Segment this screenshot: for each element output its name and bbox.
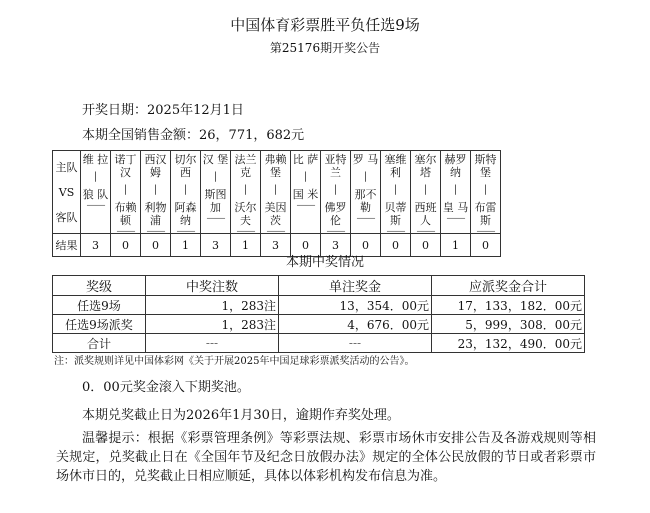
away-team: 皇 马 [442, 201, 469, 214]
prize-level: 任选9场派奖 [53, 315, 146, 334]
prize-amount: --- [279, 334, 432, 353]
prize-total: 23，132，490．00元 [432, 334, 585, 353]
away-team: 狼 队 [82, 188, 109, 201]
match-cell [201, 151, 231, 234]
prize-row [53, 296, 585, 315]
prize-count: --- [146, 334, 279, 353]
match-result: 0 [411, 234, 441, 257]
away-team: 利物浦 [144, 201, 167, 227]
team-dash: —— [236, 226, 255, 237]
prize-amount: 13，354．00元 [279, 296, 432, 315]
team-dash: —— [266, 226, 285, 237]
match-result: 0 [111, 234, 141, 257]
home-team: 罗 马 [352, 153, 379, 166]
row-header-teams [53, 151, 81, 234]
team-dash: —— [356, 213, 375, 224]
home-team: 切尔西 [174, 153, 197, 179]
home-team: 西汉姆 [144, 153, 167, 179]
team-dash: —— [176, 226, 195, 237]
away-team: 贝蒂斯 [384, 201, 407, 227]
vs-divider: | [363, 171, 368, 182]
vs-divider: | [303, 171, 308, 182]
home-team: 维 拉 [82, 153, 109, 166]
match-cell [321, 151, 351, 237]
team-dash: —— [446, 213, 465, 224]
away-team: 斯图加 [204, 188, 227, 214]
team-dash: —— [386, 226, 405, 237]
home-team: 弗赖堡 [264, 153, 287, 179]
prize-row [53, 315, 585, 334]
vs-divider: | [423, 184, 428, 195]
reminder-text: 温馨提示：根据《彩票管理条例》等彩票法规、彩票市场休市安排公告及各游戏规则等相关规定，兑奖截止日在《全国年节及纪念日放假办法》规定的全体公民放假的节日或者彩票市场休市日的，兑奖截止日相应顺延，具体以体彩机构发布信息为准。 [56, 431, 596, 484]
match-table [52, 150, 501, 257]
home-team: 比 萨 [292, 153, 319, 166]
match-cell [351, 151, 381, 234]
match-result: 3 [261, 234, 291, 257]
match-result: 1 [441, 234, 471, 257]
vs-divider: | [123, 184, 128, 195]
home-team: 亚特兰 [324, 153, 347, 179]
prize-count: 1，283注 [146, 296, 279, 315]
team-dash: —— [146, 226, 165, 237]
home-team: 塞维利 [384, 153, 407, 179]
away-team: 阿森纳 [174, 201, 197, 227]
prize-count: 1，283注 [146, 315, 279, 334]
home-team: 斯特堡 [474, 153, 497, 179]
prize-total: 17，133，182．00元 [432, 296, 585, 315]
vs-divider: | [273, 184, 278, 195]
match-result: 0 [381, 234, 411, 257]
match-team-row [53, 151, 501, 234]
team-dash: —— [416, 226, 435, 237]
home-team: 诺丁汉 [114, 153, 137, 179]
match-cell [411, 151, 441, 237]
home-team: 汉 堡 [202, 153, 229, 166]
team-dash: —— [116, 226, 135, 237]
away-label: 客队 [55, 210, 78, 224]
team-dash: —— [476, 226, 495, 237]
announcement-title: 中国体育彩票胜平负任选9场 [230, 16, 420, 34]
prize-note: 注：派奖规则详见中国体彩网《关于开展2025年中国足球彩票派奖活动的公告》。 [54, 356, 415, 367]
team-dash: —— [206, 213, 225, 224]
prize-row [53, 334, 585, 353]
header-level: 奖级 [53, 276, 146, 296]
home-team: 塞尔塔 [414, 153, 437, 179]
header-total: 应派奖金合计 [432, 276, 585, 296]
away-team: 美因茨 [264, 201, 287, 227]
section-title: 本期中奖情况 [285, 255, 364, 270]
match-result: 3 [81, 234, 111, 257]
home-label: 主队 [55, 160, 78, 174]
match-cell [231, 151, 261, 237]
match-result: 3 [321, 234, 351, 257]
prize-level: 任选9场 [53, 296, 146, 315]
vs-divider: | [243, 184, 248, 195]
match-result: 0 [291, 234, 321, 257]
match-cell [171, 151, 201, 237]
vs-divider: | [153, 184, 158, 195]
vs-divider: | [183, 184, 188, 195]
vs-divider: | [483, 184, 488, 195]
away-team: 西班人 [414, 201, 437, 227]
away-team: 国 米 [292, 188, 319, 201]
match-cell [471, 151, 501, 237]
match-cell [261, 151, 291, 237]
header-prize: 单注奖金 [279, 276, 432, 296]
claim-deadline: 本期兑奖截止日为2026年1月30日，逾期作弃奖处理。 [82, 408, 400, 423]
home-team: 法兰克 [234, 153, 257, 179]
team-dash: —— [296, 200, 315, 211]
match-cell [81, 151, 111, 234]
home-team: 赫罗纳 [444, 153, 467, 179]
match-result: 1 [231, 234, 261, 257]
match-cell [111, 151, 141, 237]
away-team: 佛罗伦 [324, 201, 347, 227]
away-team: 那不勒 [354, 188, 377, 214]
match-result: 0 [471, 234, 501, 257]
prize-total: 5，999，308．00元 [432, 315, 585, 334]
match-cell [381, 151, 411, 237]
team-dash: —— [326, 226, 345, 237]
match-result: 0 [141, 234, 171, 257]
draw-date: 开奖日期：2025年12月1日 [82, 103, 244, 118]
match-cell [141, 151, 171, 237]
match-cell [291, 151, 321, 234]
prize-table [52, 275, 585, 353]
team-dash: —— [86, 200, 105, 211]
vs-divider: | [93, 171, 98, 182]
prize-level: 合计 [53, 334, 146, 353]
away-team: 沃尔夫 [234, 201, 257, 227]
sales-amount: 本期全国销售金额：26，771，682元 [82, 128, 305, 143]
match-result: 0 [351, 234, 381, 257]
vs-divider: | [453, 184, 458, 195]
prize-header-row [53, 276, 585, 296]
away-team: 布赖顿 [114, 201, 137, 227]
rollover-text: 0．00元奖金滚入下期奖池。 [82, 380, 250, 395]
vs-divider: | [333, 184, 338, 195]
away-team: 布雷斯 [474, 201, 497, 227]
vs-label: VS [58, 185, 75, 199]
result-label: 结果 [53, 234, 81, 257]
match-result: 1 [171, 234, 201, 257]
prize-amount: 4，676．00元 [279, 315, 432, 334]
header-count: 中奖注数 [146, 276, 279, 296]
vs-divider: | [213, 171, 218, 182]
match-cell [441, 151, 471, 234]
issue-subtitle: 第25176期开奖公告 [269, 41, 381, 55]
match-result: 3 [201, 234, 231, 257]
vs-divider: | [393, 184, 398, 195]
